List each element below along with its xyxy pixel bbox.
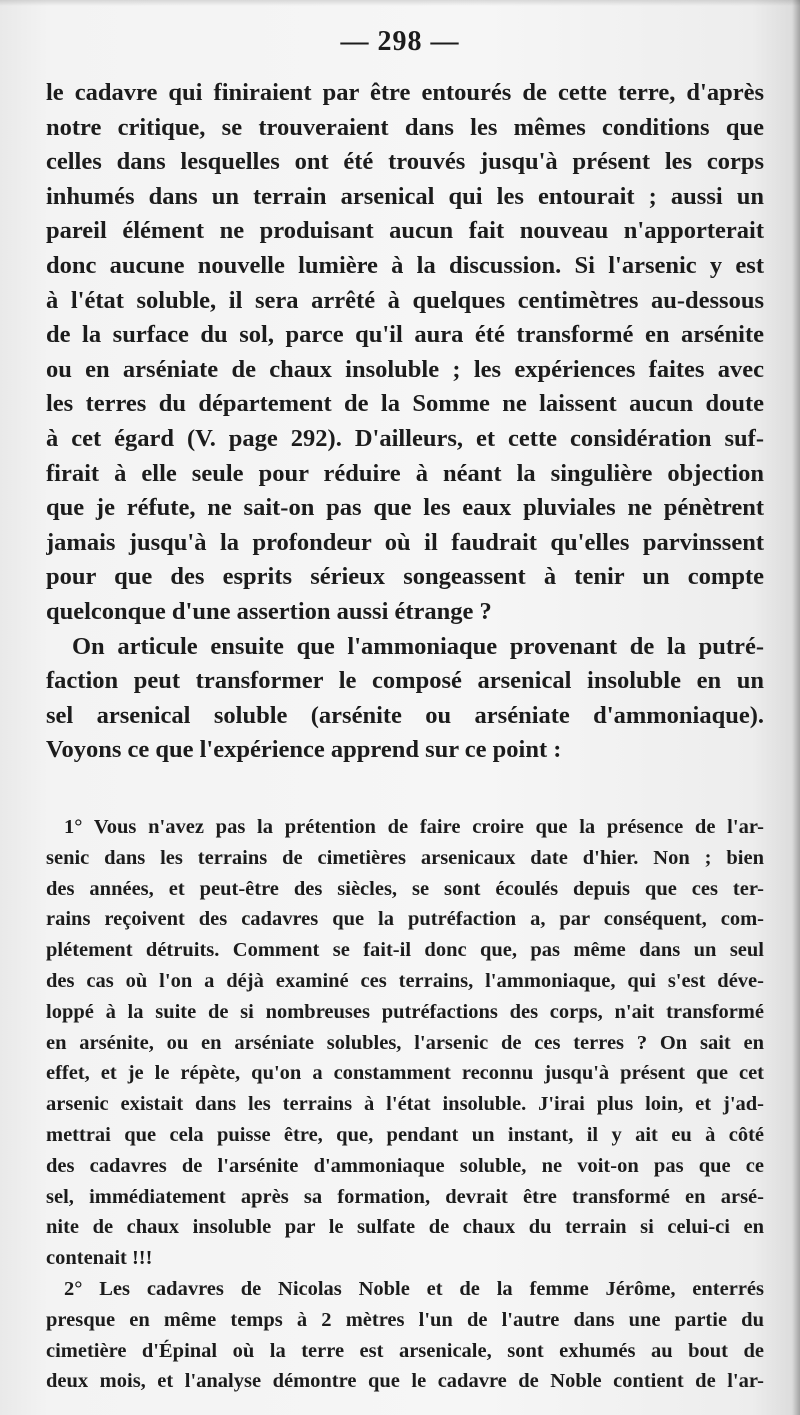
text-line: plétement détruits. Comment se fait-il donc que, pas même dans un seul bbox=[46, 939, 764, 962]
page-number: — 298 — bbox=[340, 26, 460, 57]
text-line: presque en même temps à 2 mètres l'un de l'autre dans une partie du bbox=[46, 1308, 764, 1331]
top-shadow bbox=[0, 0, 800, 6]
text-line: en arsénite, ou en arséniate solubles, l'arsenic de ces terres ? On sait en bbox=[46, 1031, 764, 1054]
text-line: à l'état soluble, il sera arrêté à quelques centimètres au-dessous bbox=[46, 286, 764, 314]
text-line: nite de chaux insoluble par le sulfate de chaux du terrain si celui-ci en bbox=[46, 1216, 764, 1239]
text-line: mettrai que cela puisse être, que, pendant un instant, il y ait eu à côté bbox=[46, 1123, 764, 1146]
text-line: ou en arséniate de chaux insoluble ; les expériences faites avec bbox=[46, 355, 764, 383]
text-line: On articule ensuite que l'ammoniaque provenant de la putré- bbox=[72, 632, 764, 660]
text-line: contenait !!! bbox=[46, 1247, 153, 1270]
text-line: sel, immédiatement après sa formation, devrait être transformé en arsé- bbox=[46, 1185, 764, 1208]
text-line: que je réfute, ne sait-on pas que les eaux pluviales ne pénètrent bbox=[46, 494, 764, 522]
small-text-block bbox=[46, 812, 764, 1397]
text-line: 2° Les cadavres de Nicolas Noble et de la femme Jérôme, enterrés bbox=[64, 1277, 764, 1300]
text-line: celles dans lesquelles ont été trouvés jusqu'à présent les corps bbox=[46, 148, 764, 176]
text-line: quelconque d'une assertion aussi étrange ? bbox=[46, 597, 492, 625]
text-line: 1° Vous n'avez pas la prétention de faire croire que la présence de l'ar- bbox=[64, 816, 764, 838]
text-line: de la surface du sol, parce qu'il aura été transformé en arsénite bbox=[46, 321, 764, 349]
text-line: les terres du département de la Somme ne laissent aucun doute bbox=[46, 390, 764, 418]
large-text-block bbox=[46, 76, 764, 768]
text-line: pareil élément ne produisant aucun fait nouveau n'apporterait bbox=[46, 217, 764, 245]
text-line: senic dans les terrains de cimetières arsenicaux date d'hier. Non ; bien bbox=[46, 846, 764, 869]
text-line: jamais jusqu'à la profondeur où il faudrait qu'elles parvinssent bbox=[46, 528, 764, 556]
text-line: donc aucune nouvelle lumière à la discussion. Si l'arsenic y est bbox=[46, 251, 764, 279]
text-line: des cadavres de l'arsénite d'ammoniaque soluble, ne voit-on pas que ce bbox=[46, 1154, 764, 1177]
text-line: loppé à la suite de si nombreuses putréfactions des corps, n'ait transformé bbox=[46, 1000, 764, 1023]
page-edge-shadow bbox=[792, 0, 800, 1415]
text-line: rains reçoivent des cadavres que la putréfaction a, par conséquent, com- bbox=[46, 908, 764, 931]
text-line: arsenic existait dans les terrains à l'état insoluble. J'irai plus loin, et j'ad- bbox=[46, 1093, 764, 1116]
text-line: inhumés dans un terrain arsenical qui les entourait ; aussi un bbox=[46, 182, 764, 210]
text-line: firait à elle seule pour réduire à néant la singulière objection bbox=[46, 459, 764, 487]
text-line: des cas où l'on a déjà examiné ces terrains, l'ammoniaque, qui s'est déve- bbox=[46, 969, 764, 992]
text-line: sel arsenical soluble (arsénite ou arséniate d'ammoniaque). bbox=[46, 701, 764, 729]
text-line: le cadavre qui finiraient par être entourés de cette terre, d'après bbox=[46, 79, 764, 106]
text-line: à cet égard (V. page 292). D'ailleurs, et cette considération suf- bbox=[46, 424, 764, 452]
text-line: Voyons ce que l'expérience apprend sur ce point : bbox=[46, 736, 562, 764]
text-line: effet, et je le répète, qu'on a constamment reconnu jusqu'à présent que cet bbox=[46, 1062, 764, 1085]
text-line: des années, et peut-être des siècles, se sont écoulés depuis que ces ter- bbox=[46, 877, 764, 900]
text-line: faction peut transformer le composé arsenical insoluble en un bbox=[46, 667, 764, 695]
text-line: deux mois, et l'analyse démontre que le cadavre de Noble contient de l'ar- bbox=[46, 1370, 764, 1393]
text-line: notre critique, se trouveraient dans les mêmes conditions que bbox=[46, 113, 764, 141]
text-line: pour que des esprits sérieux songeassent à tenir un compte bbox=[46, 563, 764, 591]
text-line: cimetière d'Épinal où la terre est arsenicale, sont exhumés au bout de bbox=[46, 1339, 764, 1362]
